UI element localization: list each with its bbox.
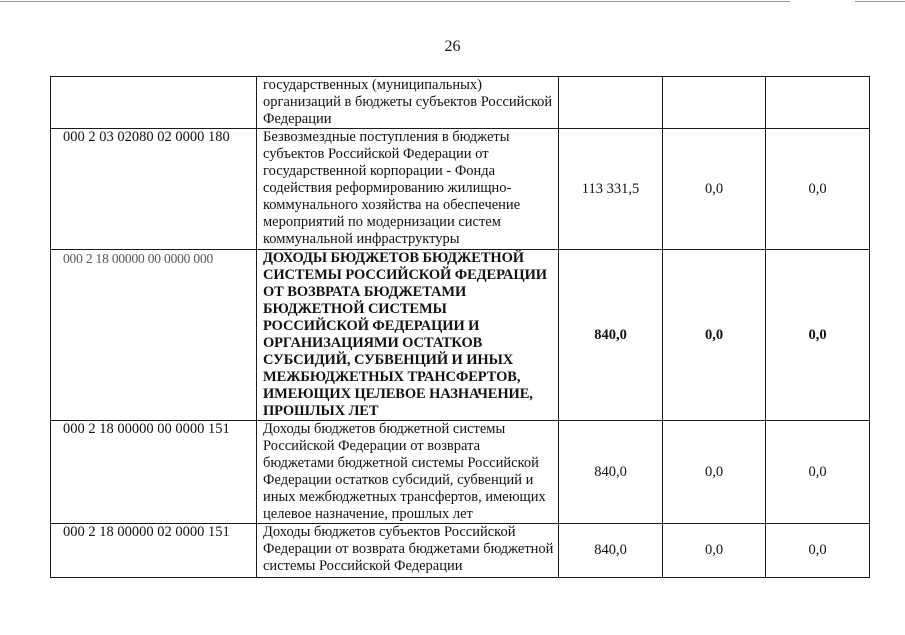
row-value-2 [663,77,766,129]
top-scan-rule [0,1,790,2]
page-number: 26 [444,38,461,55]
row-value-3: 0,0 [766,524,870,578]
budget-revenue-table [50,76,870,578]
table-row [51,129,870,250]
top-scan-rule-right [855,1,905,2]
table-row [51,524,870,578]
row-value-2: 0,0 [663,129,766,250]
row-value-3: 0,0 [766,250,870,421]
row-description: Безвозмездные поступления в бюджеты субъектов Российской Федерации от государственной корпорации - Фонда содействия реформированию жилищно-коммунального хозяйства на обеспечение мероприятий по модернизации систем коммунальной инфраструктуры [257,129,559,250]
row-value-2: 0,0 [663,421,766,524]
table-row [51,421,870,524]
row-value-1 [559,77,663,129]
row-code: 000 2 18 00000 00 0000 151 [51,421,257,524]
row-value-1: 113 331,5 [559,129,663,250]
row-description: Доходы бюджетов субъектов Российской Федерации от возврата бюджетами бюджетной системы Российской Федерации [257,524,559,578]
row-value-2: 0,0 [663,250,766,421]
table-row-section-total [51,250,870,421]
table-row [51,77,870,129]
row-value-1: 840,0 [559,421,663,524]
row-code: 000 2 18 00000 02 0000 151 [51,524,257,578]
row-value-2: 0,0 [663,524,766,578]
row-code: 000 2 18 00000 00 0000 000 [51,250,257,421]
row-description: Доходы бюджетов бюджетной системы Российской Федерации от возврата бюджетами бюджетной системы Российской Федерации остатков субсидий, субвенций и иных межбюджетных трансфертов, имеющих целевое назначение, прошлых лет [257,421,559,524]
row-code [51,77,257,129]
row-value-3 [766,77,870,129]
row-value-1: 840,0 [559,524,663,578]
row-value-1: 840,0 [559,250,663,421]
row-description: ДОХОДЫ БЮДЖЕТОВ БЮДЖЕТНОЙ СИСТЕМЫ РОССИЙСКОЙ ФЕДЕРАЦИИ ОТ ВОЗВРАТА БЮДЖЕТАМИ БЮДЖЕТНОЙ СИСТЕМЫ РОССИЙСКОЙ ФЕДЕРАЦИИ И ОРГАНИЗАЦИЯМИ ОСТАТКОВ СУБСИДИЙ, СУБВЕНЦИЙ И ИНЫХ МЕЖБЮДЖЕТНЫХ ТРАНСФЕРТОВ, ИМЕЮЩИХ ЦЕЛЕВОЕ НАЗНАЧЕНИЕ, ПРОШЛЫХ ЛЕТ [257,250,559,421]
row-value-3: 0,0 [766,129,870,250]
row-code: 000 2 03 02080 02 0000 180 [51,129,257,250]
row-description: государственных (муниципальных) организаций в бюджеты субъектов Российской Федерации [257,77,559,129]
row-value-3: 0,0 [766,421,870,524]
